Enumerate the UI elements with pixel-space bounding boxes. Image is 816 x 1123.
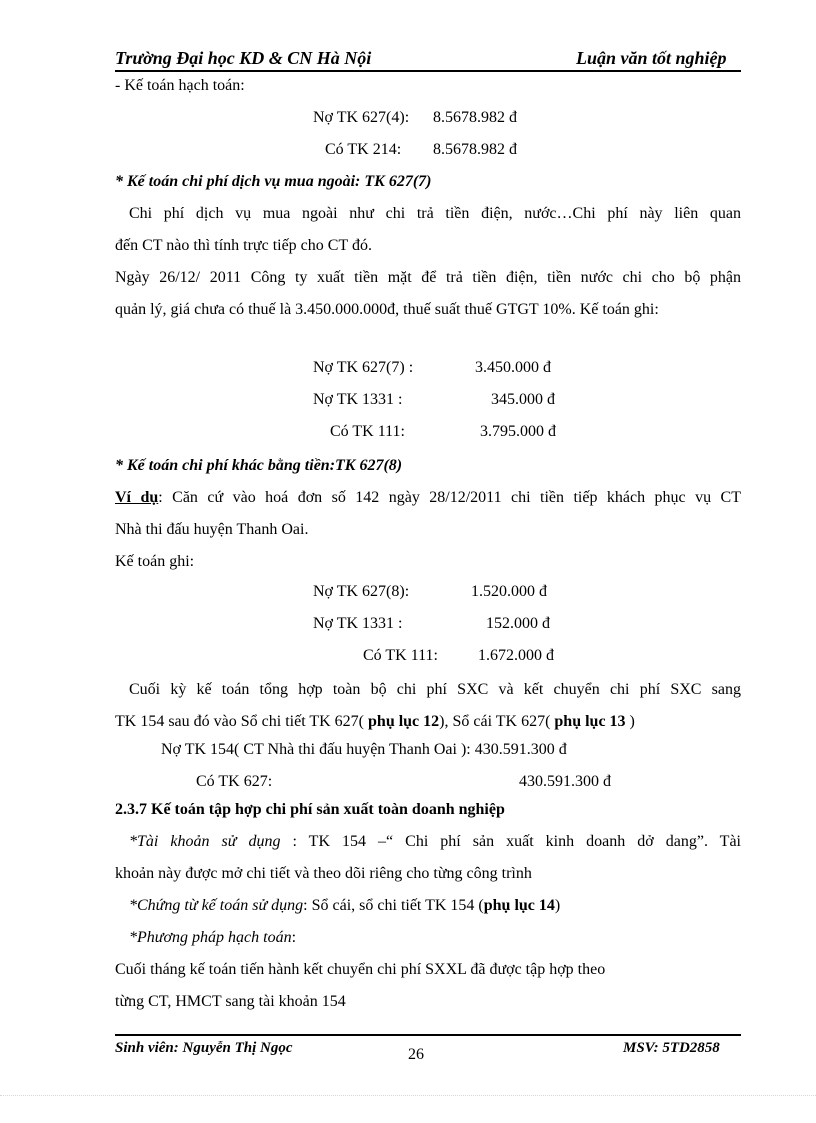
entry-credit-111-b-amount: 1.672.000 đ [478, 647, 554, 664]
entry-credit-111: Có TK 111: [330, 423, 405, 440]
footer-page-number: 26 [408, 1046, 424, 1063]
entry-debit-627-7-amount: 3.450.000 đ [475, 359, 551, 376]
appendix-13-ref: phụ lục 13 [554, 713, 630, 730]
entry-credit-111-b: Có TK 111: [363, 647, 438, 664]
entry-credit-111-amount: 3.795.000 đ [480, 423, 556, 440]
para-account-used-line2: khoản này được mở chi tiết và theo dõi riêng cho từng công trình [115, 865, 532, 882]
entry-debit-1331-b: Nợ TK 1331 : [313, 615, 403, 632]
para-outsourced-line1: Chi phí dịch vụ mua ngoài như chi trả tiền điện, nước…Chi phí này liên quan [129, 205, 741, 222]
para-example-line2: quản lý, giá chưa có thuế là 3.450.000.000đ, thuế suất thuế GTGT 10%. Kế toán ghi: [115, 301, 659, 318]
para-final-line2: từng CT, HMCT sang tài khoản 154 [115, 993, 346, 1010]
entry-debit-627-4: Nợ TK 627(4): [313, 109, 410, 126]
entry-debit-1331: Nợ TK 1331 : [313, 391, 403, 408]
footer-msv: MSV: 5TD2858 [623, 1040, 720, 1056]
para-final-line1: Cuối tháng kế toán tiến hành kết chuyển chi phí SXXL đã được tập hợp theo [115, 961, 606, 978]
heading-outsourced-services: * Kế toán chi phí dịch vụ mua ngoài: TK 627(7) [115, 173, 432, 190]
entry-credit-214: Có TK 214: [325, 141, 402, 158]
para-example2-line2: Nhà thi đấu huyện Thanh Oai. [115, 521, 309, 538]
entry-debit-627-8-amount: 1.520.000 đ [471, 583, 547, 600]
para-outsourced-line2: đến CT nào thì tính trực tiếp cho CT đó. [115, 237, 372, 254]
entry-debit-154: Nợ TK 154( CT Nhà thi đấu huyện Thanh Oai ): 430.591.300 đ [161, 741, 567, 758]
para-vouchers: *Chứng từ kế toán sử dụng: Sổ cái, sổ chi tiết TK 154 (phụ lục 14) [129, 897, 561, 914]
para-closing-line2: TK 154 sau đó vào Sổ chi tiết TK 627( phụ lục 12), Sổ cái TK 627( phụ lục 13 ) [115, 713, 635, 730]
heading-2-3-7: 2.3.7 Kế toán tập hợp chi phí sản xuất toàn doanh nghiệp [115, 801, 505, 818]
footer-student: Sinh viên: Nguyễn Thị Ngọc [115, 1040, 293, 1056]
record-label: Kế toán ghi: [115, 553, 195, 570]
example-label: Ví dụ [115, 489, 159, 506]
entry-debit-627-7: Nợ TK 627(7) : [313, 359, 414, 376]
header-school: Trường Đại học KD & CN Hà Nội [115, 48, 372, 68]
para-method: *Phương pháp hạch toán: [129, 929, 297, 946]
method-label: *Phương pháp hạch toán [129, 929, 292, 946]
header-doc-type: Luận văn tốt nghiệp [576, 48, 727, 68]
appendix-14-ref: phụ lục 14 [483, 897, 555, 914]
appendix-12-ref: phụ lục 12 [368, 713, 440, 730]
entry-debit-1331-amount: 345.000 đ [491, 391, 555, 408]
para-closing-line1: Cuối kỳ kế toán tổng hợp toàn bộ chi phí SXC và kết chuyển chi phí SXC sang [129, 681, 741, 698]
account-used-label: *Tài khoản sử dụng [129, 833, 281, 850]
entry-debit-1331-b-amount: 152.000 đ [486, 615, 550, 632]
entry-debit-627-4-amount: 8.5678.982 đ [433, 109, 517, 126]
entry-debit-627-8: Nợ TK 627(8): [313, 583, 410, 600]
intro-line: - Kế toán hạch toán: [115, 77, 245, 94]
entry-credit-214-amount: 8.5678.982 đ [433, 141, 517, 158]
entry-credit-627: Có TK 627: [196, 773, 273, 790]
footer-rule [115, 1034, 741, 1036]
page-bottom-divider [0, 1095, 816, 1096]
para-example-line1: Ngày 26/12/ 2011 Công ty xuất tiền mặt để trả tiền điện, tiền nước chi cho bộ phận [115, 269, 741, 286]
vouchers-label: *Chứng từ kế toán sử dụng [129, 897, 304, 914]
para-account-used-line1: *Tài khoản sử dụng : TK 154 –“ Chi phí sản xuất kinh doanh dở dang”. Tài [129, 833, 742, 850]
para-example2-line1: Ví dụ: Căn cứ vào hoá đơn số 142 ngày 28/12/2011 chi tiền tiếp khách phục vụ CT [115, 489, 742, 506]
entry-credit-627-amount: 430.591.300 đ [519, 773, 611, 790]
heading-other-cash-costs: * Kế toán chi phí khác bằng tiền:TK 627(8) [115, 457, 403, 474]
